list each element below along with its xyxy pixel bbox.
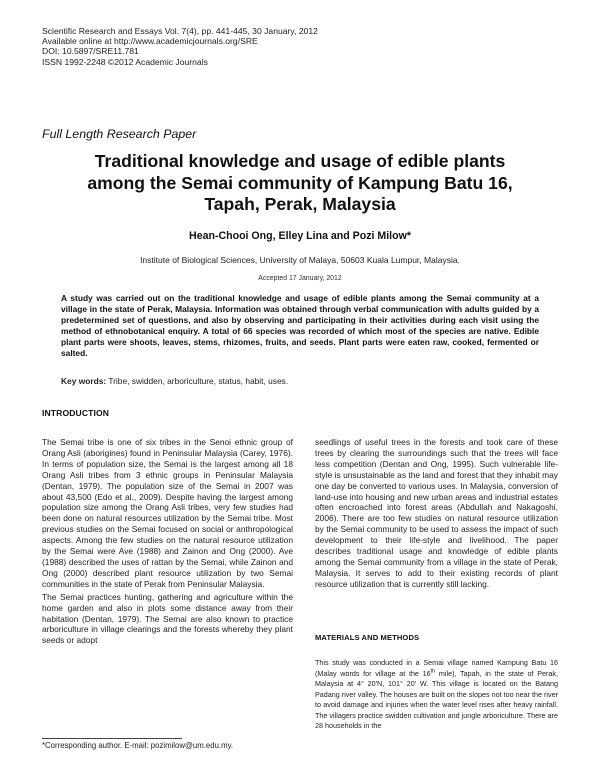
journal-citation: Scientific Research and Essays Vol. 7(4), pp. 441-445, 30 January, 2012 [42,26,318,36]
left-column [42,437,293,646]
journal-doi: DOI: 10.5897/SRE11.781 [42,46,139,57]
authors: Hean-Chooi Ong, Elley Lina and Pozi Milow* [189,230,411,242]
intro-paragraph: The Semai tribe is one of six tribes in the Senoi ethnic group of Orang Asli (aborigines) found in Peninsular Malaysia (Carey, 1976). In terms of population size, the Semai is the largest among all 18 Orang Asli tribes from 3 ethnic groups in Peninsular Malaysia (Dentan, 1979). The population size of the Semai in 2007 was about 43,500 (Edo et al., 2009). Despite having the largest among population size among the Orang Asli tribes, very few studies had been done on natural resources utilization by the Semai tribe. Most previous studies on the Semai focused on social or anthropological aspects. Among the few studies on the natural resource utilization by the Semai were Ave (1988) and Zainon and Ong (2000). Ave (1988) described the uses of rattan by the Semai, while Zainon and Ong (2000) described plant resource utilization by two Semai communities in the state of Perak from Peninsular Malaysia. [42,437,293,589]
title-line: Tapah, Perak, Malaysia [204,194,396,214]
keywords-text: Tribe, swidden, arboriculture, status, habit, uses. [106,376,289,386]
introduction-heading: INTRODUCTION [42,408,110,418]
title-line: among the Semai community of Kampung Batu 16, [87,172,513,193]
footnote-divider [42,738,182,739]
accepted-date: Accepted 17 January, 2012 [258,275,342,282]
paper-title [40,151,560,216]
intro-paragraph: seedlings of useful trees in the forests and took care of these trees by clearing the surroundings such that the trees will face less competition (Dentan and Ong, 1995). Such vulnerable life-style is unsustainable as the land and forest that they inhabit may one day be converted to various uses. In Malaysia, conversion of land-use into housing and new urban areas and industrial estates often encroached into forest areas (Abdullah and Nakagoshi, 2006). There are too few studies on natural resource utilization by the Semai community to be used to assess the impact of such development to their life-style and livelihood. The paper describes traditional usage and knowledge of edible plants among the Semai community from a village in the state of Perak, Malaysia. It serves to add to their existing records of plant resource utilization that is currently still lacking. [315,437,558,589]
journal-availability: Available online at http://www.academicjournals.org/SRE [42,36,258,47]
methods-text: This study was conducted in a Semai village named Kampung Batu 16 (Malay words for village at the 16 [315,658,558,678]
affiliation: Institute of Biological Sciences, University of Malaya, 50603 Kuala Lumpur, Malaysia. [140,255,460,265]
methods-paragraph [315,658,558,732]
title-line: Traditional knowledge and usage of edible plants [94,151,506,171]
right-column [315,437,558,590]
journal-info [42,26,318,67]
keywords-label: Key words: [61,376,107,386]
keywords [61,376,539,386]
abstract: A study was carried out on the traditional knowledge and usage of edible plants among the Semai community at a village in the state of Perak, Malaysia. Information was obtained through verbal communication with adults guided by a predetermined set of questions, and also by observing and participating in their activities during each visit using the method of ethnobotanical enquiry. A total of 66 species was recorded of which most of the species are native. Edible plant parts were shoots, leaves, stems, rhizomes, fruits, and seeds. Plant parts were eaten raw, cooked, fermented or salted. [61,293,539,359]
footnote: *Corresponding author. E-mail: pozimilow@um.edu.my. [42,741,234,750]
paper-type: Full Length Research Paper [42,127,197,141]
journal-issn: ISSN 1992-2248 ©2012 Academic Journals [42,56,208,67]
methods-superscript: th [430,668,436,675]
intro-paragraph: The Semai practices hunting, gathering and agriculture within the home garden and also in plots some distance away from their habitation (Dentan, 1979). The Semai are also known to practice arboriculture in village clearings and the forests whereby they plant seeds or adopt [42,591,293,646]
methods-heading: MATERIALS AND METHODS [315,633,420,642]
methods-text: mile), Tapah, in the state of Perak, Malaysia at 4° 20'N, 101° 20' W. This village is located on the Batang Padang river valley. The houses are built on the slopes not too near the river to avoid damage and injuries when the water level rises after heavy rainfall. The villagers practice swidden cultivation and jungle arboriculture. There are 28 households in the [315,668,558,730]
